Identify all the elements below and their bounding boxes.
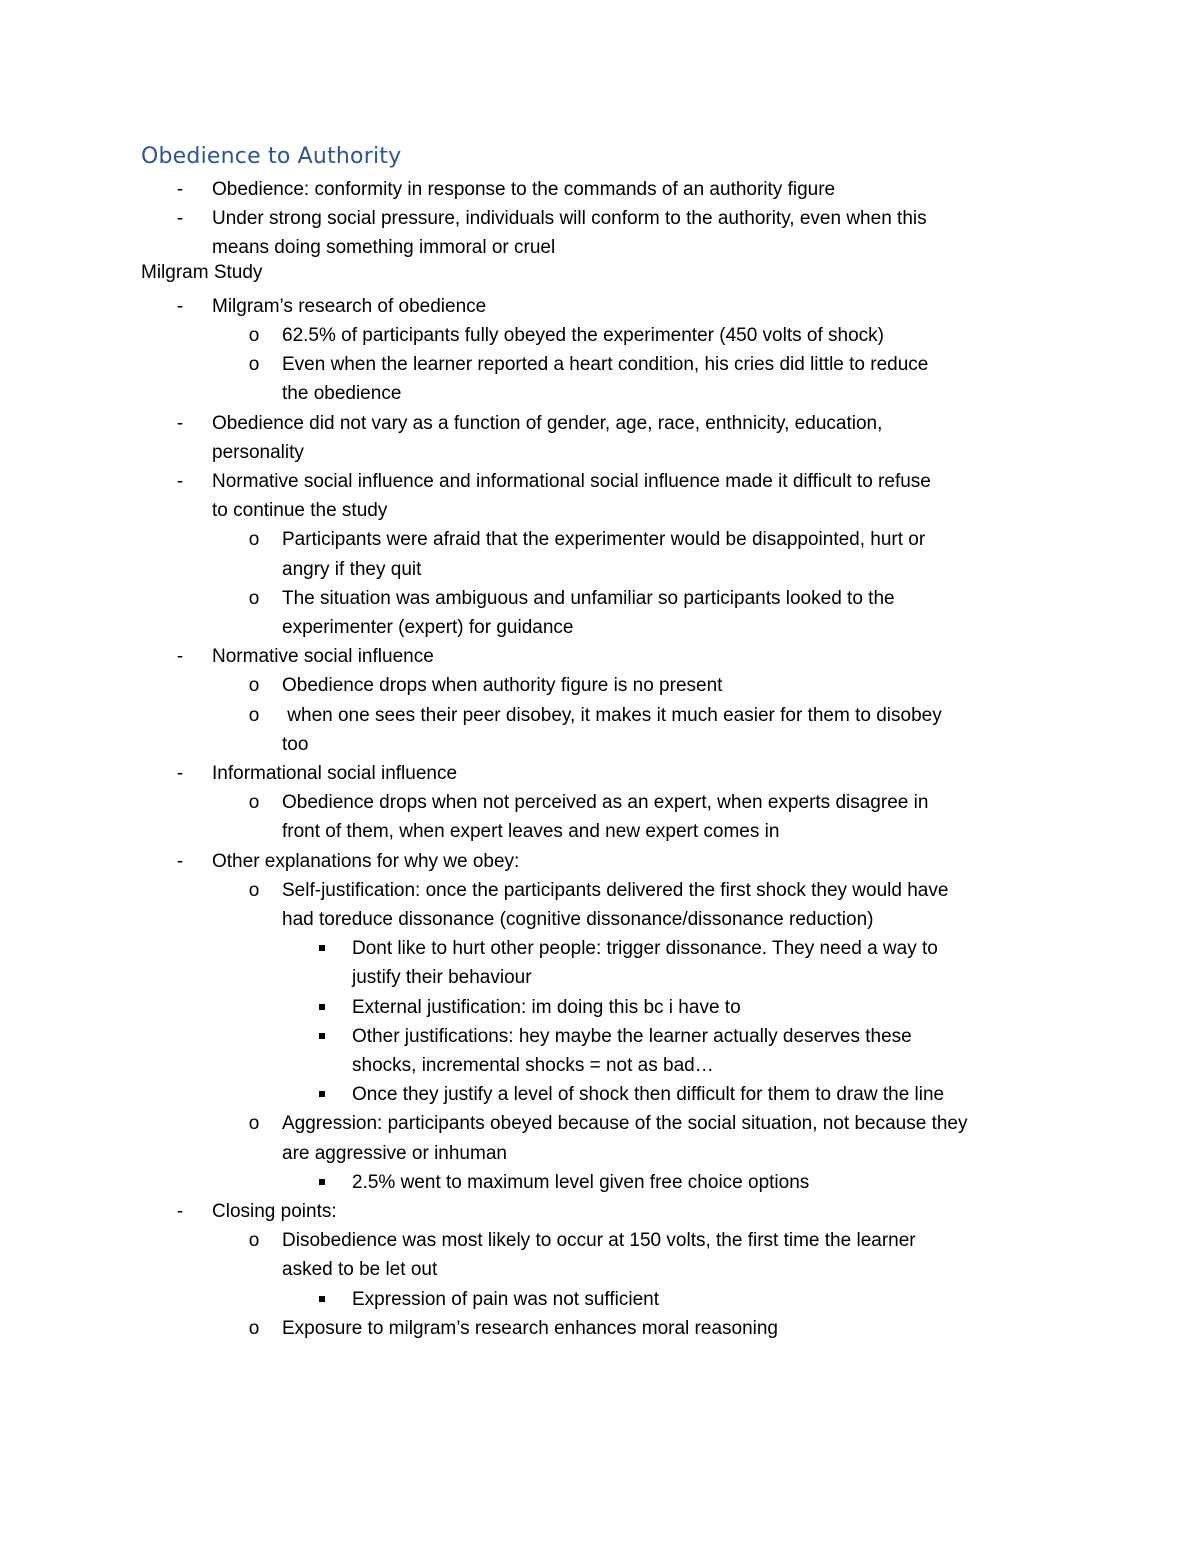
list-item-text: 62.5% of participants fully obeyed the experimenter (450 volts of shock) bbox=[282, 325, 884, 346]
list-item-text: Self-justification: once the participants delivered the first shock they would have bbox=[282, 879, 949, 901]
square-bullet-icon bbox=[319, 1004, 325, 1010]
list-item-text: Exposure to milgram’s research enhances moral reasoning bbox=[282, 1317, 779, 1339]
list-item-text: Dont like to hurt other people: trigger dissonance. They need a way to bbox=[352, 938, 938, 960]
list-item-text: Aggression: participants obeyed because of the social situation, not because they bbox=[282, 1113, 968, 1135]
list-item-text: Disobedience was most likely to occur at 150 volts, the first time the learner bbox=[282, 1230, 916, 1252]
list-item-text: Normative social influence bbox=[212, 646, 434, 668]
list-item-text: are aggressive or inhuman bbox=[282, 1142, 507, 1164]
section-label: Milgram Study bbox=[141, 262, 263, 283]
list-item-text: Obedience did not vary as a function of gender, age, race, enthnicity, education, bbox=[212, 412, 883, 434]
document-heading: Obedience to Authority bbox=[141, 144, 402, 169]
list-item-text: front of them, when expert leaves and new expert comes in bbox=[282, 821, 780, 843]
circle-bullet-icon: o bbox=[248, 792, 260, 814]
dash-bullet-icon: - bbox=[176, 763, 184, 784]
list-item-text: experimenter (expert) for guidance bbox=[282, 617, 574, 638]
circle-bullet-icon: o bbox=[248, 325, 260, 346]
dash-bullet-icon: - bbox=[176, 208, 184, 230]
circle-bullet-icon: o bbox=[248, 675, 260, 697]
circle-bullet-icon: o bbox=[248, 1317, 260, 1339]
list-item-text: Other justifications: hey maybe the learner actually deserves these bbox=[352, 1025, 912, 1047]
circle-bullet-icon: o bbox=[248, 1230, 260, 1252]
square-bullet-icon bbox=[319, 1091, 325, 1097]
list-item-text: justify their behaviour bbox=[352, 967, 532, 989]
list-item-text: Under strong social pressure, individuals will conform to the authority, even when this bbox=[212, 208, 927, 230]
circle-bullet-icon: o bbox=[248, 704, 260, 726]
list-item-text: the obedience bbox=[282, 383, 402, 405]
list-item-text: Closing points: bbox=[212, 1201, 337, 1222]
circle-bullet-icon: o bbox=[248, 587, 260, 609]
list-item-text: shocks, incremental shocks = not as bad… bbox=[352, 1055, 714, 1076]
circle-bullet-icon: o bbox=[248, 879, 260, 901]
list-item-text: Milgram’s research of obedience bbox=[212, 295, 487, 317]
square-bullet-icon bbox=[319, 1296, 325, 1302]
dash-bullet-icon: - bbox=[176, 179, 184, 200]
list-item-text: when one sees their peer disobey, it makes it much easier for them to disobey bbox=[282, 704, 942, 726]
list-item-text: Normative social influence and informational social influence made it difficult to refuse bbox=[212, 471, 931, 492]
circle-bullet-icon: o bbox=[248, 1113, 260, 1135]
square-bullet-icon bbox=[319, 945, 325, 951]
list-item-text: 2.5% went to maximum level given free choice options bbox=[352, 1171, 810, 1193]
list-item-text: Once they justify a level of shock then difficult for them to draw the line bbox=[352, 1084, 945, 1106]
dash-bullet-icon: - bbox=[176, 850, 184, 872]
list-item-text: Obedience: conformity in response to the commands of an authority figure bbox=[212, 179, 836, 200]
list-item-text: angry if they quit bbox=[282, 558, 422, 580]
list-item-text: too bbox=[282, 733, 309, 755]
circle-bullet-icon: o bbox=[248, 354, 260, 376]
dash-bullet-icon: - bbox=[176, 646, 184, 668]
list-item-text: Even when the learner reported a heart condition, his cries did little to reduce bbox=[282, 354, 929, 376]
list-item-text: Expression of pain was not sufficient bbox=[352, 1288, 659, 1310]
square-bullet-icon bbox=[319, 1033, 325, 1039]
list-item-text: Obedience drops when authority figure is no present bbox=[282, 675, 723, 697]
dash-bullet-icon: - bbox=[176, 1201, 184, 1222]
list-item-text: External justification: im doing this bc i have to bbox=[352, 996, 741, 1018]
list-item-text: means doing something immoral or cruel bbox=[212, 237, 556, 259]
dash-bullet-icon: - bbox=[176, 412, 184, 434]
list-item-text: The situation was ambiguous and unfamiliar so participants looked to the bbox=[282, 587, 895, 609]
list-item-text: had toreduce dissonance (cognitive dissonance/dissonance reduction) bbox=[282, 909, 874, 930]
square-bullet-icon bbox=[319, 1179, 325, 1185]
dash-bullet-icon: - bbox=[176, 295, 184, 317]
list-item-text: Other explanations for why we obey: bbox=[212, 850, 520, 872]
list-item-text: to continue the study bbox=[212, 500, 388, 522]
dash-bullet-icon: - bbox=[176, 471, 184, 492]
list-item-text: asked to be let out bbox=[282, 1259, 438, 1281]
list-item-text: Participants were afraid that the experimenter would be disappointed, hurt or bbox=[282, 529, 926, 551]
list-item-text: Obedience drops when not perceived as an expert, when experts disagree in bbox=[282, 792, 929, 814]
circle-bullet-icon: o bbox=[248, 529, 260, 551]
list-item-text: Informational social influence bbox=[212, 763, 458, 784]
list-item-text: personality bbox=[212, 441, 304, 463]
